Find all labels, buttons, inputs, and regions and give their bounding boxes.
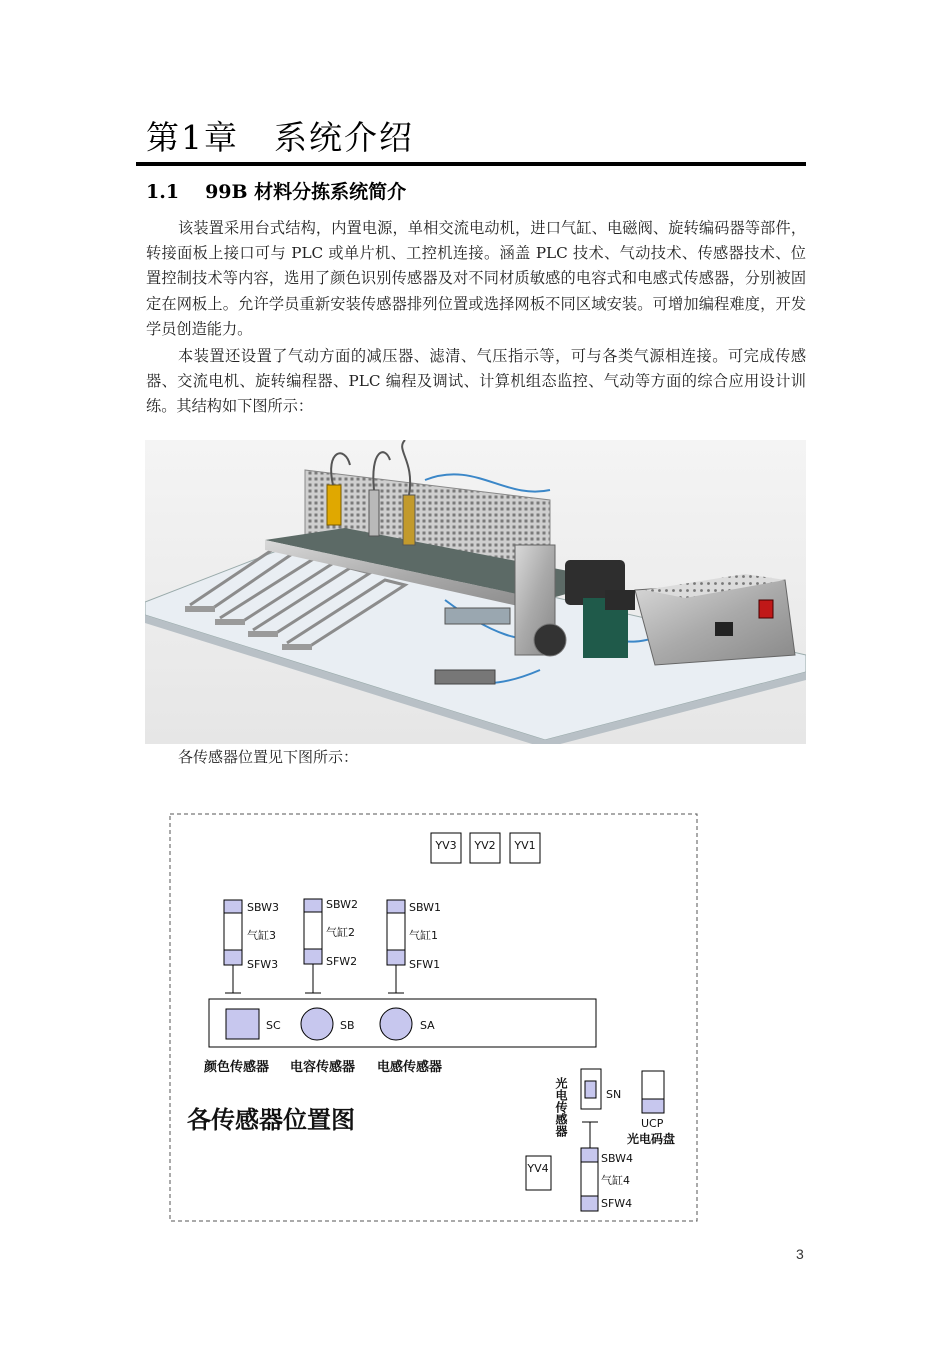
cylinder-top-label: SBW1 xyxy=(409,901,442,914)
sensor-label: SC xyxy=(266,1019,281,1032)
diagram-caption: 各传感器位置见下图所示： xyxy=(178,748,359,766)
section-title: 99B 材料分拣系统简介 xyxy=(205,181,407,203)
cylinder-mid-label: 气缸3 xyxy=(247,929,276,942)
cylinder-bottom-label: SFW4 xyxy=(601,1197,633,1210)
cylinder-top-label: SBW2 xyxy=(326,898,359,911)
encoder-code: UCP xyxy=(641,1117,664,1130)
inductive-sensor-sa xyxy=(380,1008,412,1040)
equipment-photo xyxy=(145,440,806,744)
cylinder-2 xyxy=(304,898,358,993)
capacitive-sensor-sb xyxy=(301,1008,333,1040)
sensor-label: SA xyxy=(420,1019,435,1032)
diagram-title: 各传感器位置图 xyxy=(187,1106,355,1134)
cylinder-1 xyxy=(387,900,441,993)
valve-yv2 xyxy=(470,833,500,863)
page-number: 3 xyxy=(796,1246,804,1262)
sensor-name-capacitive: 电容传感器 xyxy=(290,1060,356,1075)
cylinder-top-label: SBW3 xyxy=(247,901,280,914)
cylinder-3 xyxy=(224,900,279,993)
chapter-title: 第1章 系统介绍 xyxy=(146,118,414,157)
color-sensor-sc xyxy=(226,1009,259,1039)
cylinder-bottom-label: SFW2 xyxy=(326,955,358,968)
cylinder-mid-label: 气缸4 xyxy=(601,1174,630,1187)
valve-yv4 xyxy=(526,1156,551,1190)
valve-yv3 xyxy=(431,833,461,863)
section-heading xyxy=(146,177,406,204)
paragraph-pneumatics: 本装置还设置了气动方面的减压器、滤清、气压指示等，可与各类气源相连接。可完成传感器、交流电机、旋转编程器、PLC 编程及调试、计算机组态监控、气动等方面的综合应用设计训练。其结构如下图所示： xyxy=(146,347,806,416)
cylinder-4 xyxy=(581,1148,633,1211)
chapter-rule xyxy=(136,162,806,166)
cylinder-bottom-label: SFW1 xyxy=(409,958,441,971)
sensor-label: SB xyxy=(340,1019,355,1032)
valve-yv1 xyxy=(510,833,540,863)
sensor-position-diagram xyxy=(169,813,699,1223)
cylinder-top-label: SBW4 xyxy=(601,1152,634,1165)
valve-label: YV2 xyxy=(474,839,496,852)
sensor-name-inductive: 电感传感器 xyxy=(377,1060,443,1075)
photo-sensor-name: 光电传感器 xyxy=(554,1077,568,1137)
cylinder-bottom-label: SFW3 xyxy=(247,958,279,971)
sensor-name-color: 颜色传感器 xyxy=(204,1060,270,1075)
cylinder-mid-label: 气缸1 xyxy=(409,929,438,942)
paragraph-intro: 该装置采用台式结构，内置电源，单相交流电动机，进口气缸、电磁阀、旋转编码器等部件，转接面板上接口可与 PLC 或单片机、工控机连接。涵盖 PLC 技术、气动技术、传感器技术、位置控制技术等内容，选用了颜色识别传感器及对不同材质敏感的电容式和电感式传感器，分别被固定在网板上。允许学员重新安装传感器排列位置或选择网板不同区域安装。可增加编程难度，开发学员创造能力。 xyxy=(146,219,806,338)
section-number: 1.1 xyxy=(146,181,180,203)
valve-label: YV4 xyxy=(527,1162,549,1175)
photo-sensor-code: SN xyxy=(606,1088,622,1101)
encoder-name: 光电码盘 xyxy=(627,1132,676,1146)
cylinder-mid-label: 气缸2 xyxy=(326,926,355,939)
photo-sensor-sn xyxy=(581,1069,621,1109)
valve-label: YV1 xyxy=(514,839,536,852)
valve-label: YV3 xyxy=(435,839,457,852)
encoder-ucp xyxy=(627,1071,675,1146)
